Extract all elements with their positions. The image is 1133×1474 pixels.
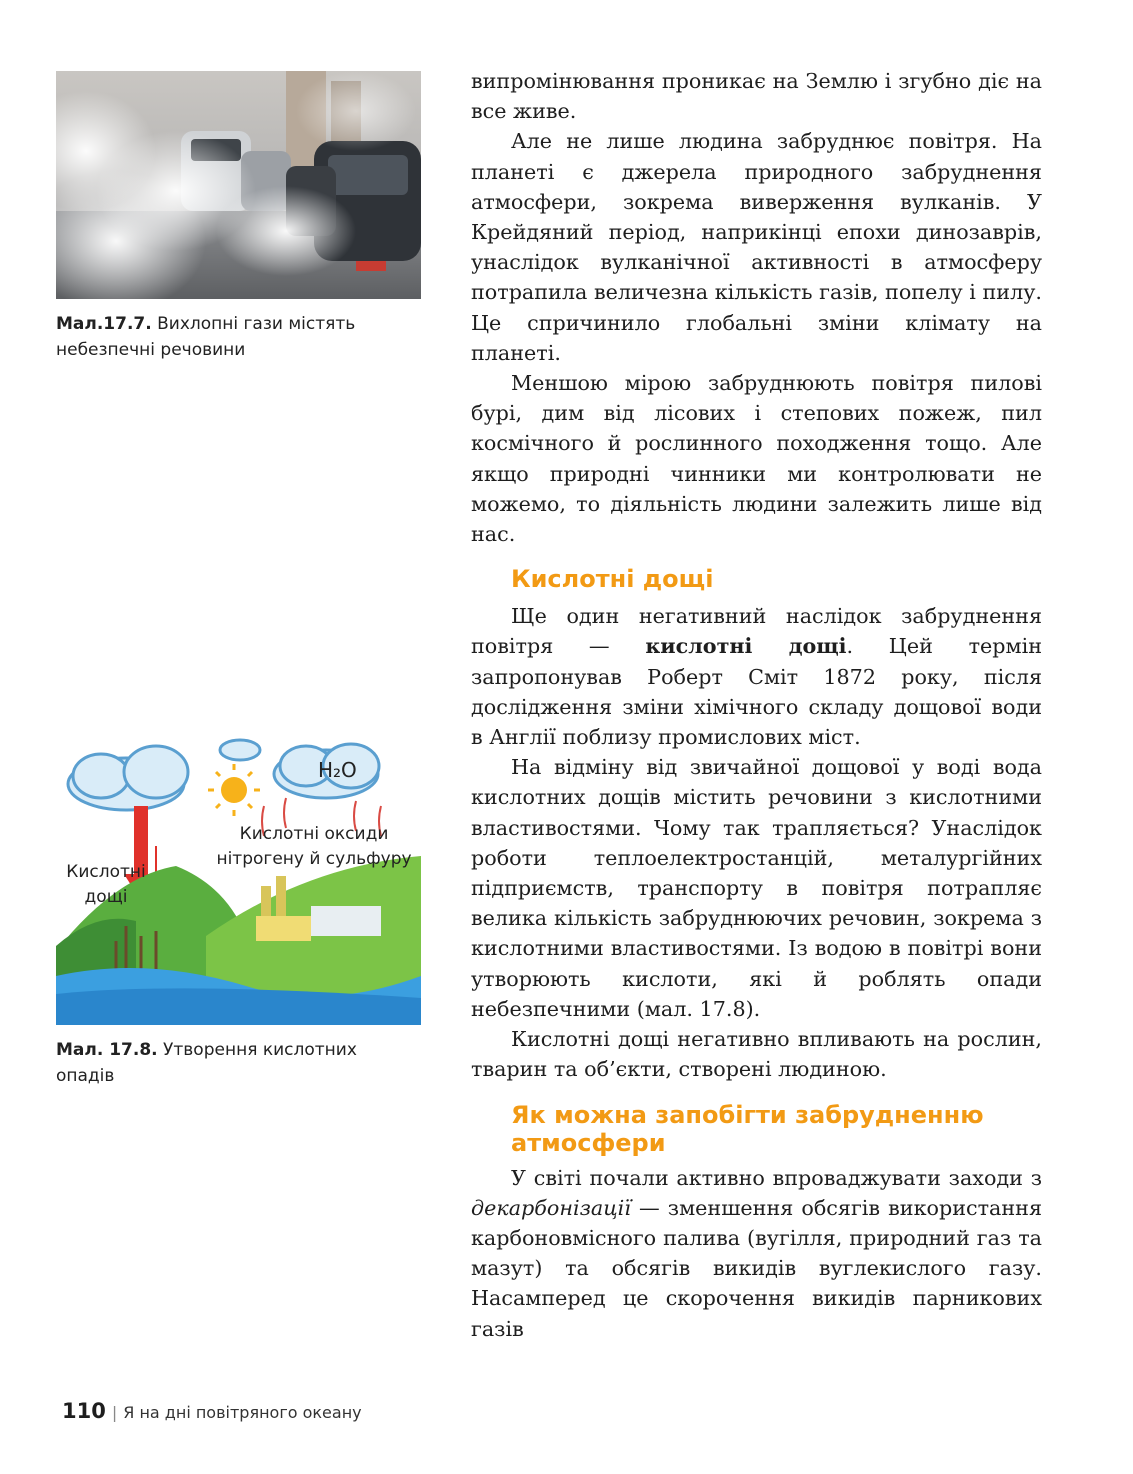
chapter-title: Я на дні повітряного океану <box>123 1403 362 1422</box>
section-heading-acid-rain: Кислотні дощі <box>511 565 714 594</box>
acid-rain-label-line1: Кислотні <box>66 862 146 882</box>
acid-oxides-label-line1: Кислотні оксиди <box>239 824 389 844</box>
h2o-label: H₂O <box>318 758 357 782</box>
paragraph-text: — зменшення обсягів використання карбоновмісного палива (вугілля, природний газ та мазут) та обсягів викидів вуглекислого газу. Насамперед це скорочення викидів парникових газів <box>471 1195 1042 1341</box>
section-heading-prevention <box>471 1101 1042 1157</box>
paragraph: Кислотні дощі негативно впливають на рослин, тварин та об’єкти, створені людиною. <box>471 1027 1042 1082</box>
page-footer <box>62 1399 362 1423</box>
page-number: 110 <box>62 1399 106 1423</box>
paragraph-text: Ще один негативний наслідок забруднення повітря — <box>471 604 1042 659</box>
footer-separator: | <box>111 1403 118 1422</box>
section-heading-line2: атмосфери <box>511 1128 666 1157</box>
italic-term: декарбонізації <box>471 1195 631 1220</box>
paragraph <box>471 1163 1042 1344</box>
section-heading-line1: Як можна запобігти забрудненню <box>511 1100 984 1129</box>
exhaust-photo-image <box>56 71 421 299</box>
paragraph <box>471 601 1042 752</box>
paragraph: Але не лише людина забруднює повітря. На планеті є джерела природного забруднення атмосфери, зокрема виверження вулканів. У Крейдяний період, наприкінці епохи динозаврів, унаслідок вулканічної активності в атмосферу потрапила величезна кількість газів, попелу і пилу. Це спричинило глобальні зміни клімату на планеті. <box>471 129 1042 365</box>
figure-caption-text: Вихлопні гази містять <box>151 314 356 334</box>
figure-caption-text-line2: опадів <box>56 1066 115 1086</box>
figure-caption-17-8 <box>56 1037 426 1089</box>
acid-oxides-label <box>204 822 421 872</box>
main-text-column <box>471 66 1042 1344</box>
acid-rain-label-line2: дощі <box>84 887 128 907</box>
figure-label: Мал.17.7. <box>56 314 152 334</box>
paragraph: На відміну від звичайної дощової у воді вода кислотних дощів містить речовини з кислотними властивостями. Чому так трапляється? Унаслідок роботи теплоелектростанцій, металургійних підприємств, транспорту в повітря потрапляє велика кількість забруднюючих речовин, зокрема з кислотними властивостями. Із водою в повітрі вони утворюють кислоти, які й роблять опади небезпечними (мал. 17.8). <box>471 755 1042 1021</box>
figure-label: Мал. 17.8. <box>56 1040 158 1060</box>
paragraph-text: . Цей термін запропонував Роберт Сміт 1872 року, після дослідження зміни хімічного складу дощової води в Англії поблизу промислових міст. <box>471 634 1042 750</box>
figure-caption-17-7 <box>56 311 426 363</box>
bold-term: кислотні дощі <box>645 634 847 659</box>
acid-rain-label <box>56 860 156 910</box>
acid-rain-diagram <box>56 736 421 1025</box>
paragraph-text: У світі почали активно впроваджувати заходи з <box>511 1165 1042 1190</box>
figure-caption-text: Утворення кислотних <box>157 1040 357 1060</box>
sun-icon <box>208 764 260 816</box>
paragraph: Меншою мірою забруднюють повітря пилові бурі, дим від лісових і степових пожеж, пил космічного й рослинного походження тощо. Але якщо природні чинники ми контролювати не можемо, то діяльність людини залежить лише від нас. <box>471 371 1042 547</box>
exhaust-photo <box>56 71 421 299</box>
paragraph: випромінювання проникає на Землю і згубно діє на все живе. <box>471 69 1042 124</box>
acid-oxides-label-line2: нітрогену й сульфуру <box>216 849 412 869</box>
figure-caption-text-line2: небезпечні речовини <box>56 340 246 360</box>
